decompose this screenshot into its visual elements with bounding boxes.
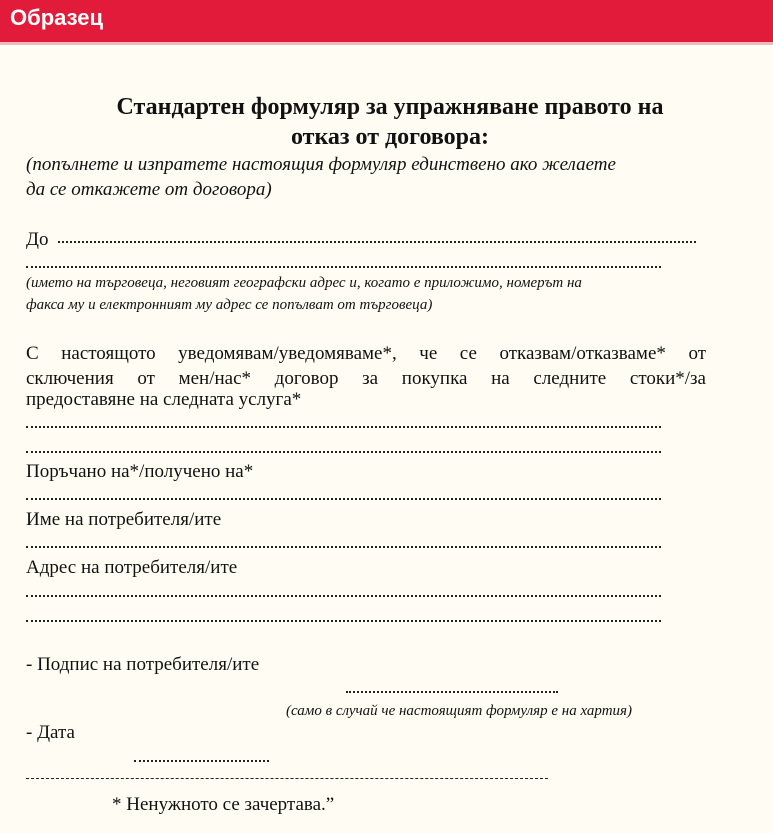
goods-line-2 [26, 451, 661, 453]
form-title-line2: отказ от договора: [290, 124, 490, 150]
consumer-name-line [26, 546, 661, 548]
notice-line3: предоставяне на следната услуга* [26, 389, 302, 410]
footnote: * Ненужното се зачертава.” [112, 794, 335, 815]
goods-line-1 [26, 426, 661, 428]
notice-line1: С настоящото уведомявам/уведомяваме*, че се отказвам/отказваме* от [26, 343, 706, 364]
date-line [134, 760, 269, 762]
signature-line [346, 691, 558, 693]
ordered-line [26, 498, 661, 500]
consumer-address-label: Адрес на потребителя/ите [26, 557, 238, 578]
trader-line-2 [26, 266, 661, 268]
form-title-line1: Стандартен формуляр за упражняване правото на [116, 94, 664, 120]
trader-note-line1: (името на търговеца, неговият географски адрес и, когато е приложимо, номерът на [26, 275, 582, 291]
address-line-2 [26, 620, 661, 622]
date-label: - Дата [26, 722, 75, 743]
instruction-line1: (попълнете и изпратете настоящия формуляр единствено ако желаете [26, 154, 616, 175]
trader-line-1 [58, 241, 696, 243]
sample-label: Образец [10, 5, 104, 30]
notice-line2: сключения от мен/нас* договор за покупка на следните стоки*/за [26, 368, 706, 389]
signature-note: (само в случай че настоящият формуляр е на хартия) [286, 703, 633, 719]
to-label: До [26, 229, 49, 250]
address-line-1 [26, 595, 661, 597]
separator-line [26, 778, 548, 779]
ordered-label: Поръчано на*/получено на* [26, 461, 254, 482]
instruction-line2: да се откажете от договора) [26, 179, 272, 200]
consumer-name-label: Име на потребителя/ите [26, 509, 222, 530]
signature-label: - Подпис на потребителя/ите [26, 654, 260, 675]
trader-note-line2: факса му и електронният му адрес се попълват от търговеца) [26, 297, 433, 313]
